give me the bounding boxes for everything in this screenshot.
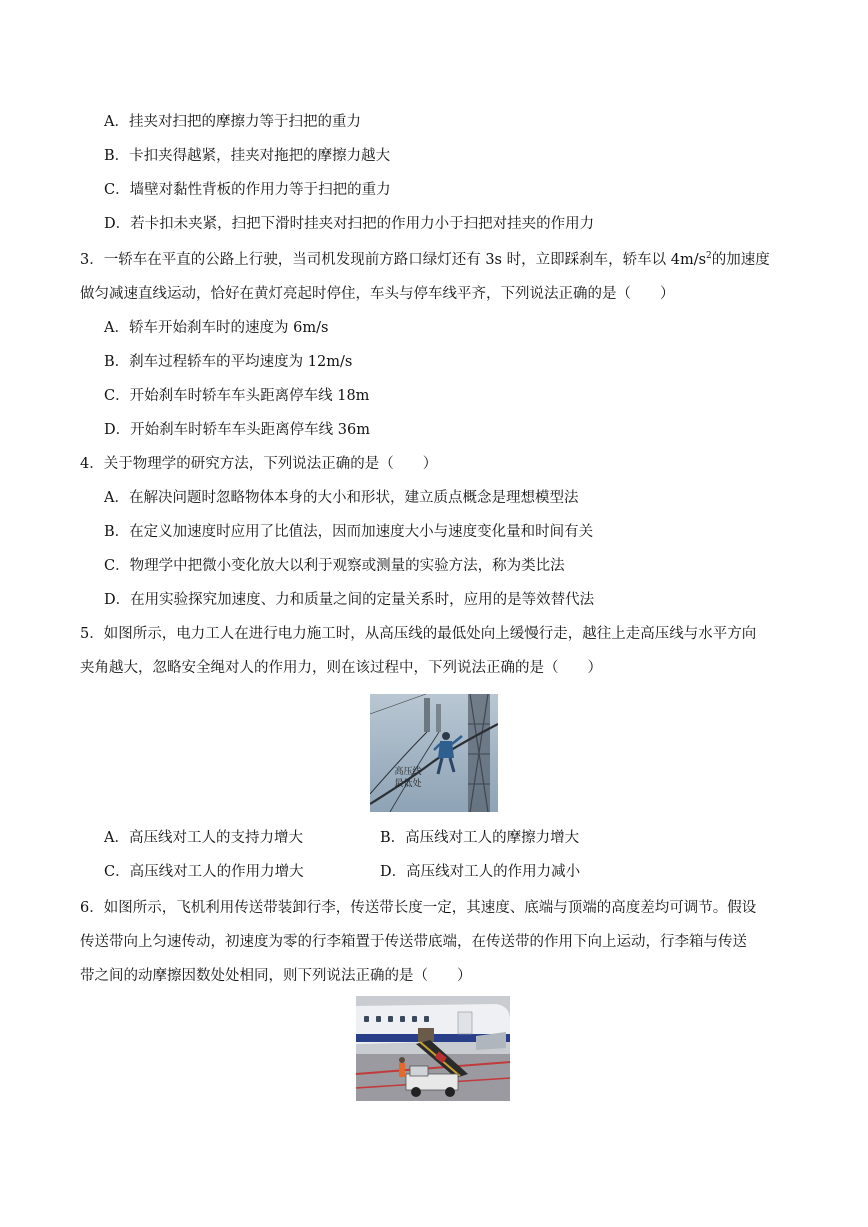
q3-stem-line-1 (80, 250, 770, 270)
option-text: 卡扣夹得越紧，挂夹对拖把的摩擦力越大 (129, 148, 391, 164)
q2-option-a (104, 112, 361, 132)
option-text: 开始刹车时轿车车头距离停车线 18m (129, 388, 370, 404)
option-letter: C． (104, 558, 130, 574)
q5-stem-line-2: 夹角越大，忽略安全绳对人的作用力，则在该过程中，下列说法正确的是（ ） (80, 660, 602, 676)
airplane-conveyor-photo (356, 996, 510, 1101)
option-text: 轿车开始刹车时的速度为 6m/s (128, 320, 329, 336)
q3-stem-superscript: 2 (706, 251, 712, 261)
option-text: 高压线对工人的作用力增大 (129, 864, 304, 880)
q3-stem-text: 3．一轿车在平直的公路上行驶，当司机发现前方路口绿灯还有 3s 时，立即踩刹车，轿车以 4m/s (80, 252, 707, 268)
option-letter: A． (104, 114, 129, 130)
option-text: 在定义加速度时应用了比值法，因而加速度大小与速度变化量和时间有关 (129, 524, 594, 540)
option-text: 挂夹对扫把的摩擦力等于扫把的重力 (128, 114, 361, 130)
option-letter: A． (104, 830, 129, 846)
option-text: 墙壁对黏性背板的作用力等于扫把的重力 (129, 182, 391, 198)
option-letter: B． (380, 830, 406, 846)
option-letter: D． (380, 864, 407, 880)
power-line-illustration (370, 694, 498, 812)
q4-option-d (104, 590, 594, 610)
option-text: 高压线对工人的支持力增大 (128, 830, 303, 846)
conveyor-illustration (356, 996, 510, 1101)
q3-option-b (104, 352, 352, 372)
q4-option-b (104, 522, 593, 542)
q3-option-c (104, 386, 369, 406)
option-letter: B． (104, 148, 130, 164)
q6-stem-line-3: 带之间的动摩擦因数处处相同，则下列说法正确的是（ ） (80, 968, 472, 984)
option-letter: C． (104, 864, 130, 880)
option-letter: D． (104, 422, 131, 438)
option-letter: C． (104, 182, 130, 198)
q2-option-c (104, 180, 391, 200)
figure-label-lowest-point: 最低处 (394, 779, 422, 789)
option-text: 在用实验探究加速度、力和质量之间的定量关系时，应用的是等效替代法 (130, 592, 595, 608)
option-text: 开始刹车时轿车车头距离停车线 36m (130, 422, 370, 438)
q5-option-c (104, 862, 304, 882)
figure-label-high-voltage-line: 高压线 (394, 767, 422, 777)
q5-option-a (104, 828, 303, 848)
option-letter: D． (104, 592, 131, 608)
option-letter: A． (104, 490, 129, 506)
q2-option-d (104, 214, 594, 234)
option-text: 高压线对工人的作用力减小 (406, 864, 581, 880)
option-letter: D． (104, 216, 131, 232)
option-text: 在解决问题时忽略物体本身的大小和形状，建立质点概念是理想模型法 (128, 490, 579, 506)
q3-stem-text-end: 的加速度 (711, 252, 770, 268)
q4-stem: 4．关于物理学的研究方法，下列说法正确的是（ ） (80, 456, 438, 472)
option-letter: A． (104, 320, 129, 336)
q2-option-b (104, 146, 390, 166)
q3-stem-line-2: 做匀减速直线运动，恰好在黄灯亮起时停住，车头与停车线平齐，下列说法正确的是（ ） (80, 286, 675, 302)
q5-stem-line-1: 5．如图所示，电力工人在进行电力施工时，从高压线的最低处向上缓慢行走，越往上走高压线与水平方向 (80, 626, 757, 642)
q5-option-b (380, 828, 579, 848)
option-text: 高压线对工人的摩擦力增大 (405, 830, 580, 846)
q6-stem-line-2: 传送带向上匀速传动，初速度为零的行李箱置于传送带底端，在传送带的作用下向上运动，行李箱与传送 (80, 934, 747, 950)
q6-stem-line-1: 6．如图所示，飞机利用传送带装卸行李，传送带长度一定，其速度、底端与顶端的高度差均可调节。假设 (80, 900, 757, 916)
option-text: 若卡扣未夹紧，扫把下滑时挂夹对扫把的作用力小于扫把对挂夹的作用力 (130, 216, 595, 232)
option-letter: C． (104, 388, 130, 404)
q3-option-a (104, 318, 328, 338)
option-letter: B． (104, 354, 130, 370)
option-letter: B． (104, 524, 130, 540)
q4-option-a (104, 488, 578, 508)
q4-option-c (104, 556, 565, 576)
option-text: 物理学中把微小变化放大以利于观察或测量的实验方法，称为类比法 (129, 558, 565, 574)
power-line-worker-photo (370, 694, 498, 812)
option-text: 刹车过程轿车的平均速度为 12m/s (129, 354, 353, 370)
q3-option-d (104, 420, 370, 440)
q5-option-d (380, 862, 580, 882)
